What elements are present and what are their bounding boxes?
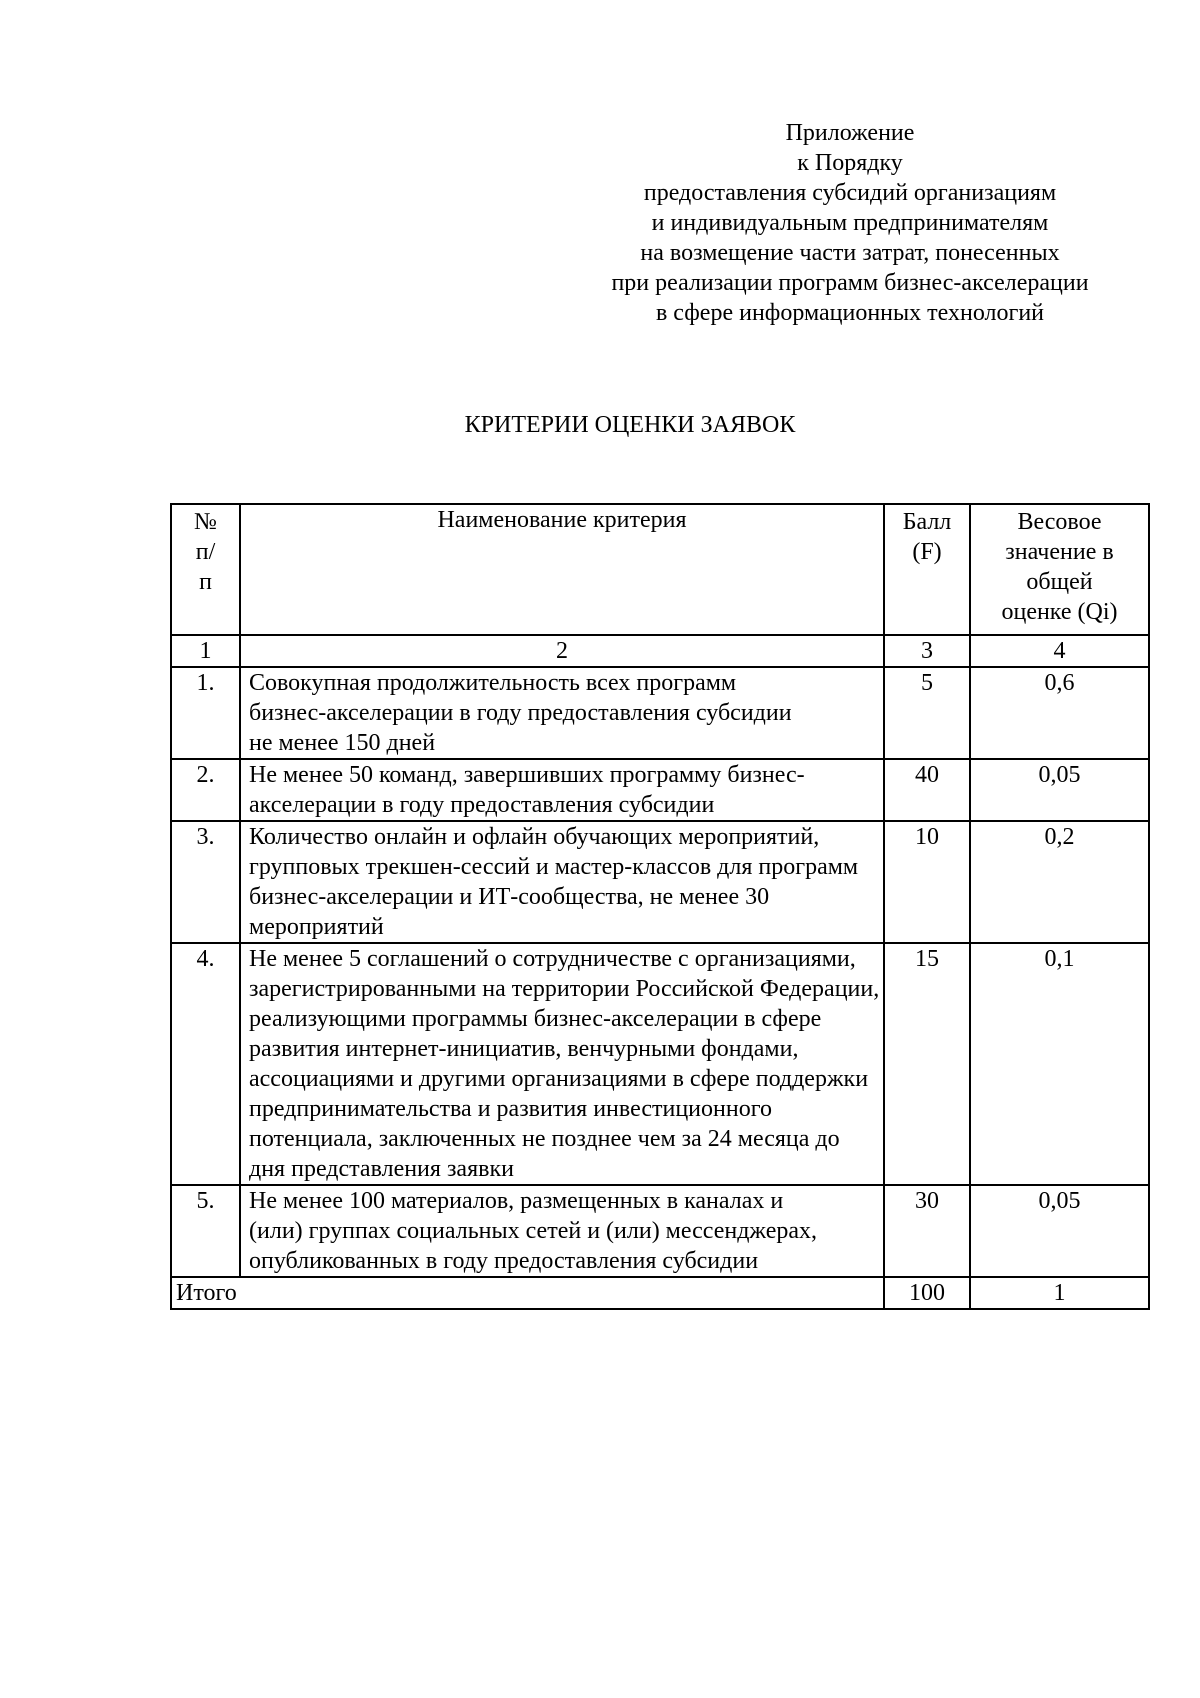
row-num: 2. xyxy=(171,759,240,821)
header-num: № п/п xyxy=(171,504,240,635)
appendix-line: при реализации программ бизнес-акселерации xyxy=(611,270,1089,296)
total-label: Итого xyxy=(171,1277,884,1309)
appendix-header xyxy=(570,118,1130,328)
document-title: КРИТЕРИИ ОЦЕНКИ ЗАЯВОК xyxy=(464,412,796,438)
row-name: Не менее 100 материалов, размещенных в каналах и (или) группах социальных сетей и (или) мессенджерах, опубликованных в году предоставления субсидии xyxy=(240,1185,884,1277)
column-number-row xyxy=(171,635,1149,667)
row-weight: 0,1 xyxy=(970,943,1149,1185)
table-row xyxy=(171,667,1149,759)
row-name: Не менее 5 соглашений о сотрудничестве с организациями, зарегистрированными на территории Российской Федерации, реализующими программы бизнес-акселерации в сфере развития интернет-инициатив, венчурными фондами, ассоциациями и другими организациями в сфере поддержки предпринимательства и развития инвестиционного потенциала, заключенных не позднее чем за 24 месяца до дня представления заявки xyxy=(240,943,884,1185)
total-weight: 1 xyxy=(970,1277,1149,1309)
appendix-line: предоставления субсидий организациям xyxy=(643,180,1057,206)
column-number: 4 xyxy=(970,635,1149,667)
row-name: Количество онлайн и офлайн обучающих мероприятий, групповых трекшен-сессий и мастер-классов для программ бизнес-акселерации и ИТ-сообщества, не менее 30 мероприятий xyxy=(240,821,884,943)
criteria-table xyxy=(170,503,1150,1310)
table-row xyxy=(171,1185,1149,1277)
row-score: 40 xyxy=(884,759,970,821)
row-weight: 0,05 xyxy=(970,759,1149,821)
column-number: 3 xyxy=(884,635,970,667)
table-row xyxy=(171,821,1149,943)
row-num: 5. xyxy=(171,1185,240,1277)
row-num: 1. xyxy=(171,667,240,759)
row-score: 30 xyxy=(884,1185,970,1277)
appendix-line: в сфере информационных технологий xyxy=(655,300,1045,326)
row-num: 4. xyxy=(171,943,240,1185)
column-number: 2 xyxy=(240,635,884,667)
appendix-line: к Порядку xyxy=(797,150,903,176)
total-score: 100 xyxy=(884,1277,970,1309)
table-row xyxy=(171,943,1149,1185)
table-row xyxy=(171,759,1149,821)
header-weight: Весовое значение в общей оценке (Qi) xyxy=(970,504,1149,635)
row-name: Совокупная продолжительность всех программ бизнес-акселерации в году предоставления субсидии не менее 150 дней xyxy=(240,667,884,759)
row-score: 5 xyxy=(884,667,970,759)
row-score: 15 xyxy=(884,943,970,1185)
column-number: 1 xyxy=(171,635,240,667)
row-weight: 0,2 xyxy=(970,821,1149,943)
header-score: Балл (F) xyxy=(884,504,970,635)
row-weight: 0,05 xyxy=(970,1185,1149,1277)
row-score: 10 xyxy=(884,821,970,943)
row-weight: 0,6 xyxy=(970,667,1149,759)
table-header-row xyxy=(171,504,1149,635)
table-total-row xyxy=(171,1277,1149,1309)
appendix-line: Приложение xyxy=(785,120,915,146)
row-num: 3. xyxy=(171,821,240,943)
header-name: Наименование критерия xyxy=(240,504,884,635)
appendix-line: на возмещение части затрат, понесенных xyxy=(640,240,1060,266)
appendix-line: и индивидуальным предпринимателям xyxy=(651,210,1049,236)
row-name: Не менее 50 команд, завершивших программу бизнес-акселерации в году предоставления субсидии xyxy=(240,759,884,821)
